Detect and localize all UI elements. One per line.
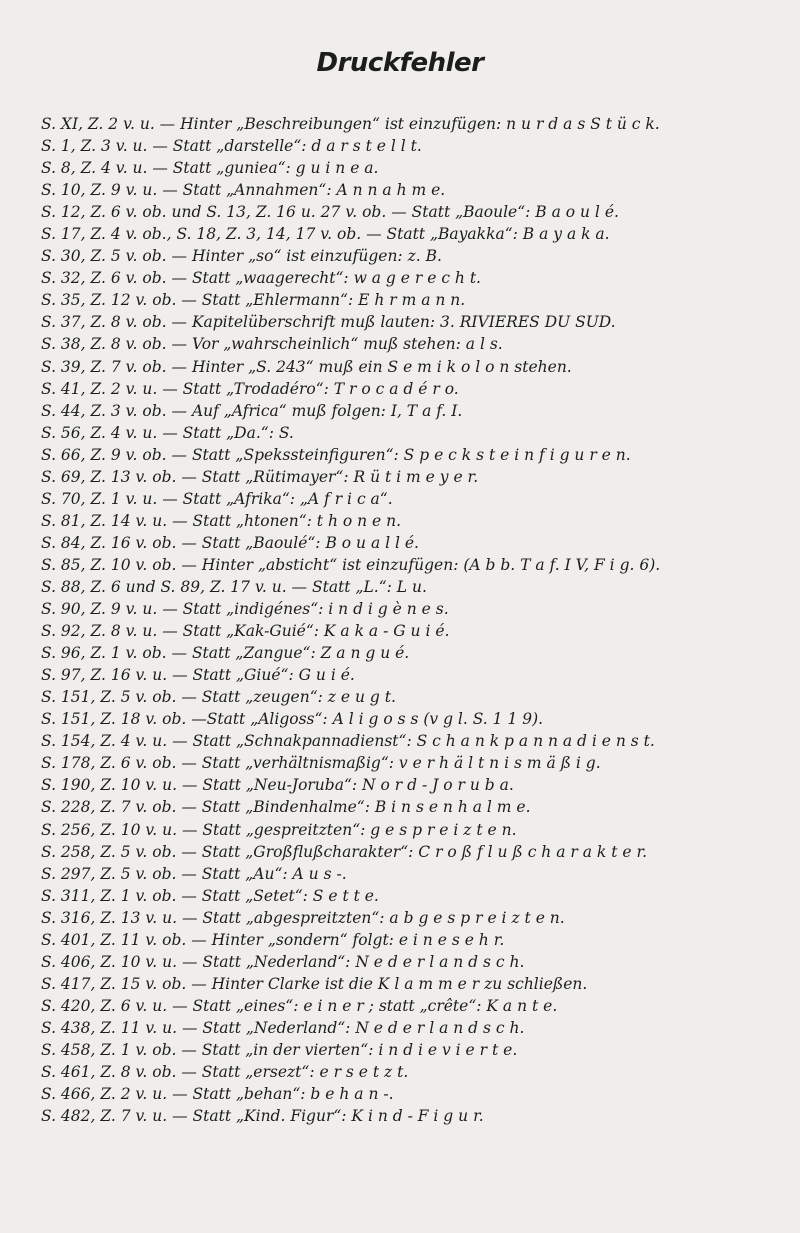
errata-entry: S. 461, Z. 8 v. ob. — Statt „ersezt“: e r s e t z t. [41, 1063, 409, 1082]
errata-entry: S. 466, Z. 2 v. u. — Statt „behan“: b e h a n -. [41, 1085, 394, 1104]
errata-entry: S. 97, Z. 16 v. u. — Statt „Giué“: G u i é. [41, 666, 355, 685]
errata-entry: S. 41, Z. 2 v. u. — Statt „Trodadéro“: T r o c a d é r o. [41, 379, 459, 398]
errata-entry: S. 420, Z. 6 v. u. — Statt „eines“: e i n e r ; statt „crête“: K a n t e. [41, 996, 558, 1015]
errata-entry: S. 151, Z. 5 v. ob. — Statt „zeugen“: z e u g t. [41, 688, 396, 707]
errata-entry: S. 96, Z. 1 v. ob. — Statt „Zangue“: Z a n g u é. [41, 644, 410, 663]
errata-entry: S. 1, Z. 3 v. u. — Statt „darstelle“: d a r s t e l l t. [41, 137, 422, 156]
errata-entry: S. 38, Z. 8 v. ob. — Vor „wahrscheinlich“ muß stehen: a l s. [41, 335, 503, 354]
errata-entry: S. 190, Z. 10 v. u. — Statt „Neu-Joruba“: N o r d - J o r u b a. [41, 776, 514, 795]
errata-entry: S. 406, Z. 10 v. u. — Statt „Nederland“: N e d e r l a n d s c h. [41, 952, 525, 971]
errata-entry: S. 178, Z. 6 v. ob. — Statt „verhältnismaßig“: v e r h ä l t n i s m ä ß i g. [41, 754, 601, 773]
errata-entry: S. 30, Z. 5 v. ob. — Hinter „so“ ist einzufügen: z. B. [41, 247, 442, 266]
errata-entry: S. 90, Z. 9 v. u. — Statt „indigénes“: i n d i g è n e s. [41, 600, 449, 619]
errata-entry: S. 8, Z. 4 v. u. — Statt „gunіеа“: g u i n e a. [41, 159, 379, 178]
errata-entry: S. 256, Z. 10 v. u. — Statt „gespreitzten“: g e s p r e i z t e n. [41, 820, 517, 839]
errata-entry: S. 39, Z. 7 v. ob. — Hinter „S. 243“ muß ein S e m i k o l o n stehen. [41, 357, 572, 376]
errata-entry: S. 17, Z. 4 v. ob., S. 18, Z. 3, 14, 17 v. ob. — Statt „Bayakka“: B a y a k a. [41, 225, 610, 244]
page-title: Druckfehler [316, 48, 484, 78]
errata-entry: S. 258, Z. 5 v. ob. — Statt „Großflußcharakter“: C r o ß f l u ß c h a r a k t e r. [41, 842, 648, 861]
errata-entry: S. 88, Z. 6 und S. 89, Z. 17 v. u. — Statt „L.“: L u. [41, 577, 427, 596]
errata-entry: S. 92, Z. 8 v. u. — Statt „Kak-Guié“: K a k a - G u i é. [41, 622, 450, 641]
errata-entry: S. 84, Z. 16 v. ob. — Statt „Baoulé“: B o u a l l é. [41, 533, 419, 552]
errata-entry: S. 70, Z. 1 v. u. — Statt „Afrika“: „A f r i c a“. [41, 489, 393, 508]
errata-entry: S. 35, Z. 12 v. ob. — Statt „Ehlermann“: E h r m a n n. [41, 291, 466, 310]
errata-entry: S. 458, Z. 1 v. ob. — Statt „in der vierten“: i n d i e v i e r t e. [41, 1040, 518, 1059]
errata-entry: S. 154, Z. 4 v. u. — Statt „Schnakpannadienst“: S c h a n k p a n n a d i e n s t. [41, 732, 655, 751]
errata-list [41, 113, 796, 1127]
errata-entry: S. 12, Z. 6 v. ob. und S. 13, Z. 16 u. 27 v. ob. — Statt „Baoule“: B a o u l é. [41, 203, 619, 222]
errata-entry: S. 85, Z. 10 v. ob. — Hinter „absticht“ ist einzufügen: (A b b. T a f. I V, F i g. 6). [41, 555, 661, 574]
errata-entry: S. 32, Z. 6 v. ob. — Statt „waagerecht“: w a g e r e c h t. [41, 269, 481, 288]
errata-entry: S. 297, Z. 5 v. ob. — Statt „Au“: A u s -. [41, 864, 347, 883]
errata-entry: S. 69, Z. 13 v. ob. — Statt „Rütimayer“: R ü t i m e y e r. [41, 467, 479, 486]
errata-entry: S. 81, Z. 14 v. u. — Statt „htonen“: t h o n e n. [41, 511, 402, 530]
errata-entry: S. XI, Z. 2 v. u. — Hinter „Beschreibungen“ ist einzufügen: n u r d a s S t ü c k. [41, 115, 660, 133]
errata-entry: S. 66, Z. 9 v. ob. — Statt „Spekssteinfiguren“: S p e c k s t e i n f i g u r e n. [41, 445, 631, 464]
errata-entry: S. 417, Z. 15 v. ob. — Hinter Clarke ist die K l a m m e r zu schließen. [41, 974, 588, 993]
errata-entry: S. 316, Z. 13 v. u. — Statt „abgespreitzten“: a b g e s p r e i z t e n. [41, 908, 565, 927]
errata-entry: S. 482, Z. 7 v. u. — Statt „Kind. Figur“: K i n d - F i g u r. [41, 1107, 484, 1126]
errata-entry: S. 228, Z. 7 v. ob. — Statt „Bindenhalme“: B i n s e n h a l m e. [41, 798, 531, 817]
errata-entry: S. 37, Z. 8 v. ob. — Kapitelüberschrift muß lauten: 3. RIVIERES DU SUD. [41, 313, 616, 332]
errata-entry: S. 311, Z. 1 v. ob. — Statt „Setet“: S e t t e. [41, 886, 379, 905]
errata-entry: S. 44, Z. 3 v. ob. — Auf „Africa“ muß folgen: I, T a f. I. [41, 401, 463, 420]
errata-entry: S. 10, Z. 9 v. u. — Statt „Annahmen“: A n n a h m e. [41, 181, 446, 200]
errata-entry: S. 401, Z. 11 v. ob. — Hinter „sondern“ folgt: e i n e s e h r. [41, 930, 505, 949]
errata-entry: S. 438, Z. 11 v. u. — Statt „Nederland“: N e d e r l a n d s c h. [41, 1018, 525, 1037]
errata-entry: S. 151, Z. 18 v. ob. —Statt „Aligoss“: A l i g o s s (v g l. S. 1 1 9). [41, 710, 544, 729]
errata-entry: S. 56, Z. 4 v. u. — Statt „Da.“: S. [41, 423, 294, 442]
